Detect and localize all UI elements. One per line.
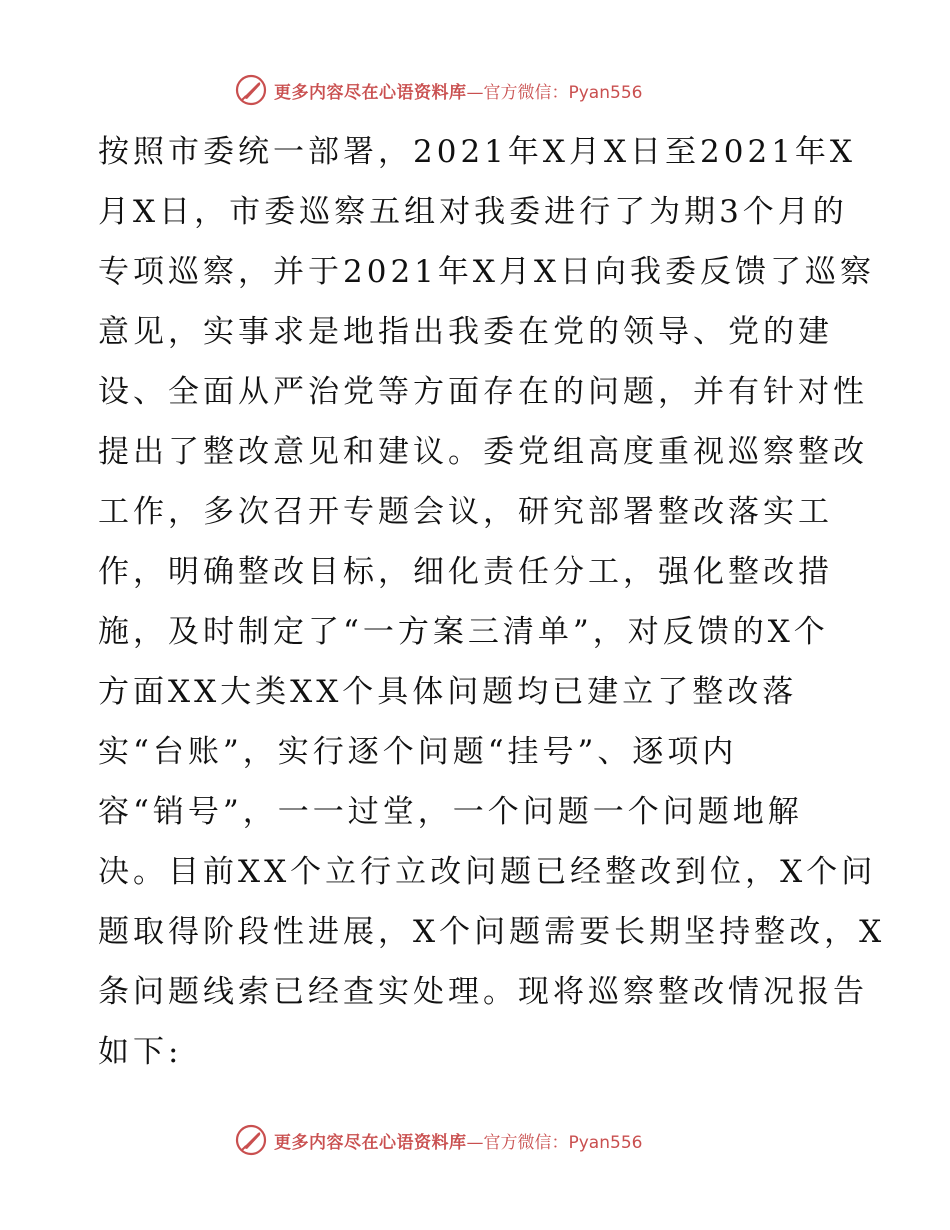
body-line: 实“台账”，实行逐个问题“挂号”、逐项内 (98, 734, 738, 770)
footer-banner-contact: —官方微信：Pyan556 (466, 1132, 643, 1153)
body-line: 专项巡察，并于2021年X月X日向我委反馈了巡察 (98, 254, 876, 290)
body-line: 条问题线索已经查实处理。现将巡察整改情况报告 (98, 974, 868, 1010)
body-line: 容“销号”，一一过堂，一个问题一个问题地解 (98, 794, 803, 830)
body-line: 意见，实事求是地指出我委在党的领导、党的建 (98, 314, 833, 350)
body-line: 作，明确整改目标，细化责任分工，强化整改措 (98, 554, 833, 590)
body-line: 题取得阶段性进展，X个问题需要长期坚持整改，X (98, 914, 886, 950)
body-line: 工作，多次召开专题会议，研究部署整改落实工 (98, 494, 833, 530)
body-line: 方面XX大类XX个具体问题均已建立了整改落 (98, 674, 798, 710)
header-banner-contact: —官方微信：Pyan556 (466, 82, 643, 103)
quill-pen-circle-icon (234, 73, 268, 107)
body-paragraph (98, 122, 886, 1082)
body-line: 按照市委统一部署，2021年X月X日至2021年X (98, 134, 856, 170)
footer-banner (234, 1120, 642, 1160)
header-banner (234, 70, 642, 110)
body-line: 施，及时制定了“一方案三清单”，对反馈的X个 (98, 614, 829, 650)
body-line: 设、全面从严治党等方面存在的问题，并有针对性 (98, 374, 868, 410)
body-line: 月X日，市委巡察五组对我委进行了为期3个月的 (98, 194, 848, 230)
body-line: 提出了整改意见和建议。委党组高度重视巡察整改 (98, 434, 868, 470)
footer-banner-lead: 更多内容尽在心语资料库 (274, 1132, 467, 1153)
header-banner-lead: 更多内容尽在心语资料库 (274, 82, 467, 103)
quill-pen-circle-icon (234, 1123, 268, 1157)
body-line: 如下: (98, 1034, 183, 1070)
body-line: 决。目前XX个立行立改问题已经整改到位，X个问 (98, 854, 877, 890)
